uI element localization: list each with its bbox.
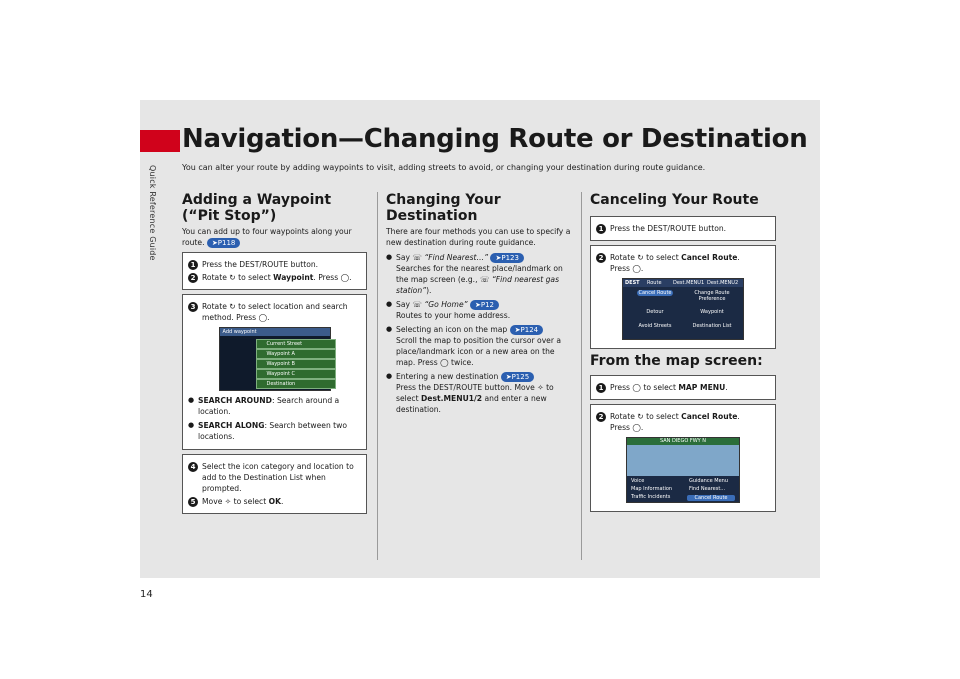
joystick-icon: ✧ xyxy=(537,383,544,392)
enter-button-icon: ◯ xyxy=(632,383,641,392)
page-reference-link[interactable]: ➤P12 xyxy=(470,300,499,310)
cancel-heading: Canceling Your Route xyxy=(590,192,759,208)
list-item: ● SEARCH ALONG: Search between two locations. xyxy=(188,420,361,442)
waypoint-steps-box xyxy=(182,252,367,290)
map-menu-screen: SAN DIEGO FWY N Voice Guidance Menu Map Information Find Nearest... Traffic Incidents Cancel Route xyxy=(626,437,740,503)
rotate-knob-icon: ↻ xyxy=(637,253,644,262)
voice-talk-icon: ☏ xyxy=(412,300,422,309)
list-item: ● Say ☏ “Go Home” ➤P12 Routes to your home address. xyxy=(386,299,572,321)
column-divider xyxy=(377,192,378,560)
page-reference-link[interactable]: ➤P118 xyxy=(207,238,240,248)
step-number-icon: 1 xyxy=(596,224,606,234)
enter-button-icon: ◯ xyxy=(258,313,268,322)
list-item: ● Entering a new destination ➤P125 Press the DEST/ROUTE button. Move ✧ to select Dest.MENU1/2 and enter a new destination. xyxy=(386,371,572,415)
step-number-icon: 1 xyxy=(188,260,198,270)
step-5: 5 Move ✧ to select OK. xyxy=(188,496,361,507)
search-method-list xyxy=(188,395,361,442)
enter-button-icon: ◯ xyxy=(440,358,449,367)
page-reference-link[interactable]: ➤P125 xyxy=(501,372,534,382)
step-2: 2 Rotate ↻ to select Waypoint. Press ◯. xyxy=(188,272,361,283)
cancel-step2-box xyxy=(590,245,776,349)
cancel-step1-box xyxy=(590,216,776,241)
cancel-column xyxy=(590,192,776,512)
page-number: 14 xyxy=(140,589,153,600)
destination-heading: Changing Your Destination xyxy=(386,192,501,224)
step-3: 3 Rotate ↻ to select location and search method. Press ◯. xyxy=(188,301,361,323)
step-1: 1 Press ◯ to select MAP MENU. xyxy=(596,382,770,393)
step-2: 2 Rotate ↻ to select Cancel Route. Press ◯. xyxy=(596,411,770,433)
waypoint-heading: Adding a Waypoint (“Pit Stop”) xyxy=(182,192,332,224)
step-number-icon: 2 xyxy=(188,273,198,283)
destination-intro: There are four methods you can use to specify a new destination during route guidance. xyxy=(386,227,571,247)
step-number-icon: 4 xyxy=(188,462,198,472)
section-tab xyxy=(140,130,180,152)
step-number-icon: 5 xyxy=(188,497,198,507)
map-step1-box xyxy=(590,375,776,400)
waypoint-final-box xyxy=(182,454,367,514)
side-label: Quick Reference Guide xyxy=(148,165,157,261)
destination-column xyxy=(386,192,572,418)
voice-talk-icon: ☏ xyxy=(479,275,490,284)
enter-button-icon: ◯ xyxy=(632,423,641,432)
step-2: 2 Rotate ↻ to select Cancel Route. Press ◯. xyxy=(596,252,770,274)
step-number-icon: 3 xyxy=(188,302,198,312)
voice-talk-icon: ☏ xyxy=(412,253,422,262)
page-title: Navigation—Changing Route or Destination xyxy=(182,124,808,154)
enter-button-icon: ◯ xyxy=(632,264,641,273)
rotate-knob-icon: ↻ xyxy=(229,273,236,282)
list-item: ● Selecting an icon on the map ➤P124 Scroll the map to position the cursor over a place/landmark icon or a new area on the map. Press ◯ twice. xyxy=(386,324,572,368)
step-1: 1 Press the DEST/ROUTE button. xyxy=(596,223,770,234)
list-item: ● SEARCH AROUND: Search around a location. xyxy=(188,395,361,417)
step-number-icon: 1 xyxy=(596,383,606,393)
waypoint-intro: You can add up to four waypoints along your route. ➤P118 xyxy=(182,227,352,247)
rotate-knob-icon: ↻ xyxy=(637,412,644,421)
rotate-knob-icon: ↻ xyxy=(229,302,236,311)
map-screen-heading: From the map screen: xyxy=(590,353,763,369)
add-waypoint-screen: Add waypoint Current Street Waypoint A Waypoint B Waypoint C Destination xyxy=(219,327,331,391)
map-step2-box xyxy=(590,404,776,512)
waypoint-column xyxy=(182,192,367,514)
enter-button-icon: ◯ xyxy=(340,273,350,282)
column-divider xyxy=(581,192,582,560)
page-reference-link[interactable]: ➤P123 xyxy=(490,253,523,263)
list-item: ● Say ☏ “Find Nearest…” ➤P123 Searches for the nearest place/landmark on the map screen (e.g., ☏ “Find nearest gas station”). xyxy=(386,252,572,296)
step-number-icon: 2 xyxy=(596,412,606,422)
destination-methods-list xyxy=(386,252,572,415)
page-reference-link[interactable]: ➤P124 xyxy=(510,325,543,335)
waypoint-method-box xyxy=(182,294,367,450)
step-1: 1 Press the DEST/ROUTE button. xyxy=(188,259,361,270)
step-number-icon: 2 xyxy=(596,253,606,263)
joystick-icon: ✧ xyxy=(224,497,232,506)
route-menu-screen: DEST Route Dest.MENU1 Dest.MENU2 Cancel Route Change Route Preference Detour Waypoint Avoid Streets Destination List xyxy=(622,278,744,340)
step-4: 4 Select the icon category and location to add to the Destination List when prompted. xyxy=(188,461,361,494)
page-subtitle: You can alter your route by adding waypoints to visit, adding streets to avoid, or changing your destination during route guidance. xyxy=(182,163,706,172)
